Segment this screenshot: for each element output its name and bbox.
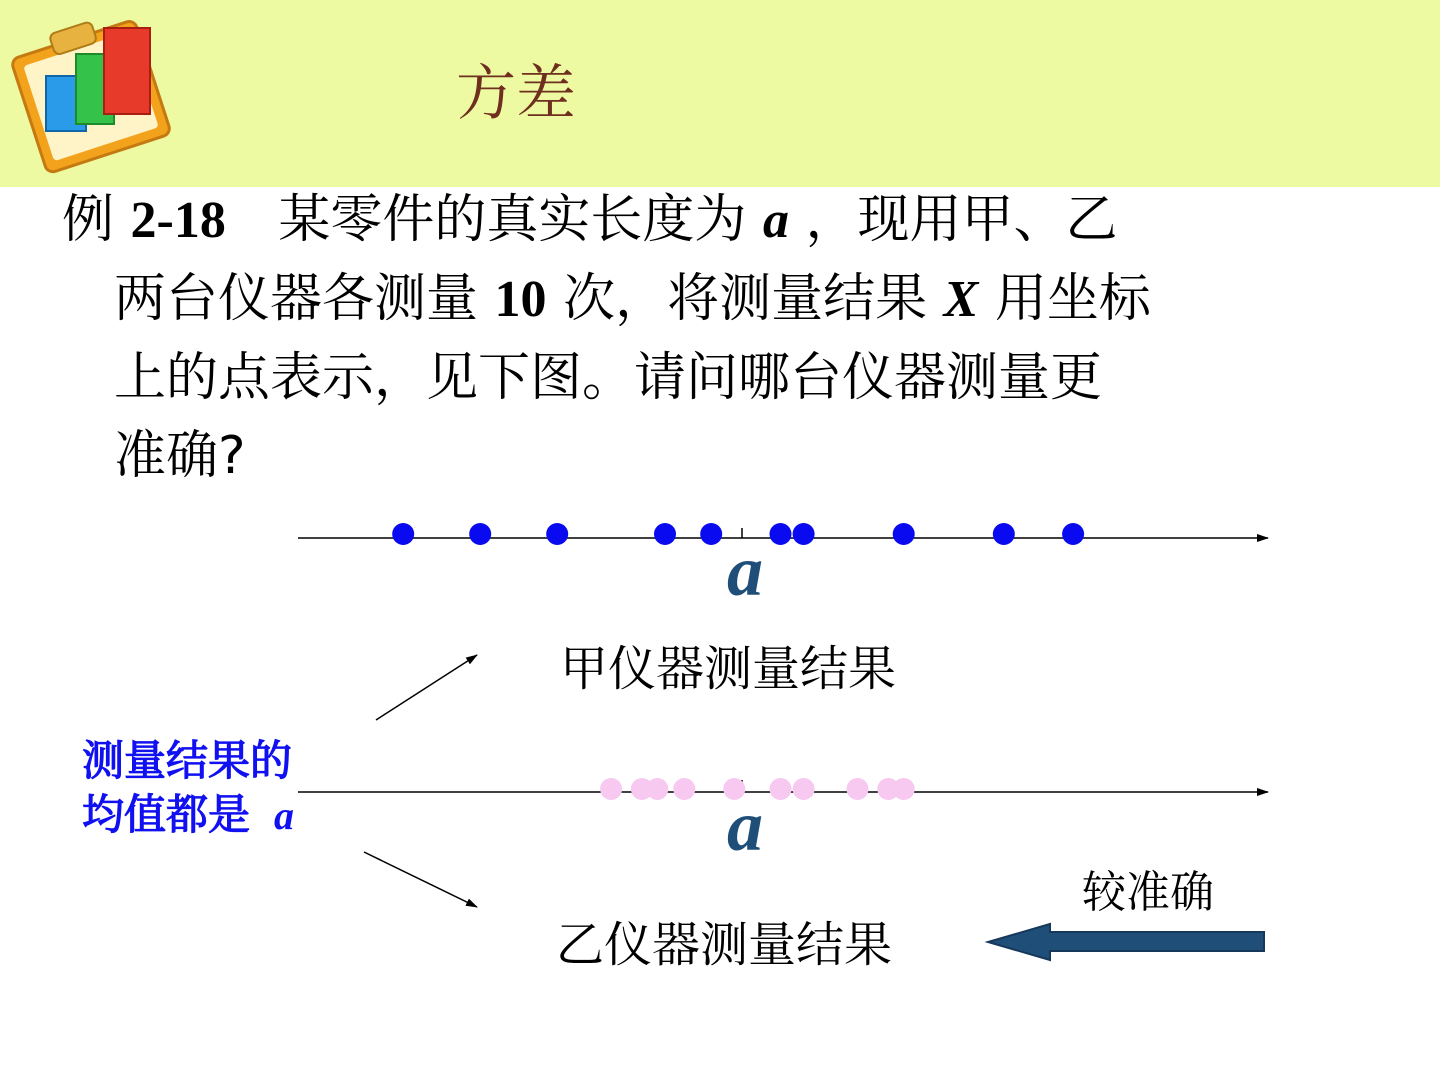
axis-label-a-jia: a: [727, 531, 763, 611]
problem-text-2: ，现用甲、乙: [805, 190, 1118, 250]
yi-point-6: [770, 778, 792, 800]
arrow-to-jia: [376, 655, 477, 720]
problem-text-4: 次，将测量结果: [563, 269, 928, 329]
yi-point-3: [646, 778, 668, 800]
yi-point-7: [793, 778, 815, 800]
jia-point-4: [654, 523, 676, 545]
example-prefix: 例: [62, 190, 115, 250]
yi-point-10: [893, 778, 915, 800]
jia-point-6: [770, 523, 792, 545]
slide-header: [0, 0, 1440, 187]
yi-point-4: [673, 778, 695, 800]
chart-clipboard-icon: [6, 6, 178, 174]
variable-a: a: [762, 192, 789, 249]
variable-x: X: [943, 271, 979, 328]
axis-label-a-yi: a: [727, 786, 763, 866]
yi-result-label: 乙仪器测量结果: [556, 917, 893, 973]
jia-point-10: [1062, 523, 1084, 545]
problem-line-1: [62, 181, 1382, 260]
jia-result-label: 甲仪器测量结果: [560, 641, 897, 697]
problem-text-5: 用坐标: [994, 269, 1151, 329]
example-number: 2-18: [130, 192, 226, 249]
block-arrow-left-icon: [988, 924, 1264, 960]
problem-line-4: 准确?: [114, 426, 246, 486]
measurement-count: 10: [494, 271, 547, 328]
jia-point-5: [700, 523, 722, 545]
jia-point-3: [546, 523, 568, 545]
problem-line-2: [62, 260, 1382, 339]
mean-label-var: a: [274, 793, 295, 838]
more-accurate-label: 较准确: [1082, 867, 1214, 918]
yi-point-1: [600, 778, 622, 800]
mean-label-text: 均值都是: [82, 790, 251, 839]
yi-point-8: [847, 778, 869, 800]
mean-label-line-1: 测量结果的: [82, 736, 293, 785]
mean-label: [82, 734, 294, 843]
slide-title: 方差: [456, 59, 576, 129]
problem-text-3: 两台仪器各测量: [114, 269, 479, 329]
problem-line-3: 上的点表示，见下图。请问哪台仪器测量更: [114, 348, 1103, 408]
jia-point-7: [793, 523, 815, 545]
jia-point-9: [993, 523, 1015, 545]
jia-point-1: [392, 523, 414, 545]
arrow-to-yi: [364, 852, 477, 907]
mean-label-line-2: [82, 788, 294, 843]
jia-point-8: [893, 523, 915, 545]
jia-point-2: [469, 523, 491, 545]
problem-text-1: 某零件的真实长度为: [278, 190, 747, 250]
problem-text: [62, 181, 1382, 495]
